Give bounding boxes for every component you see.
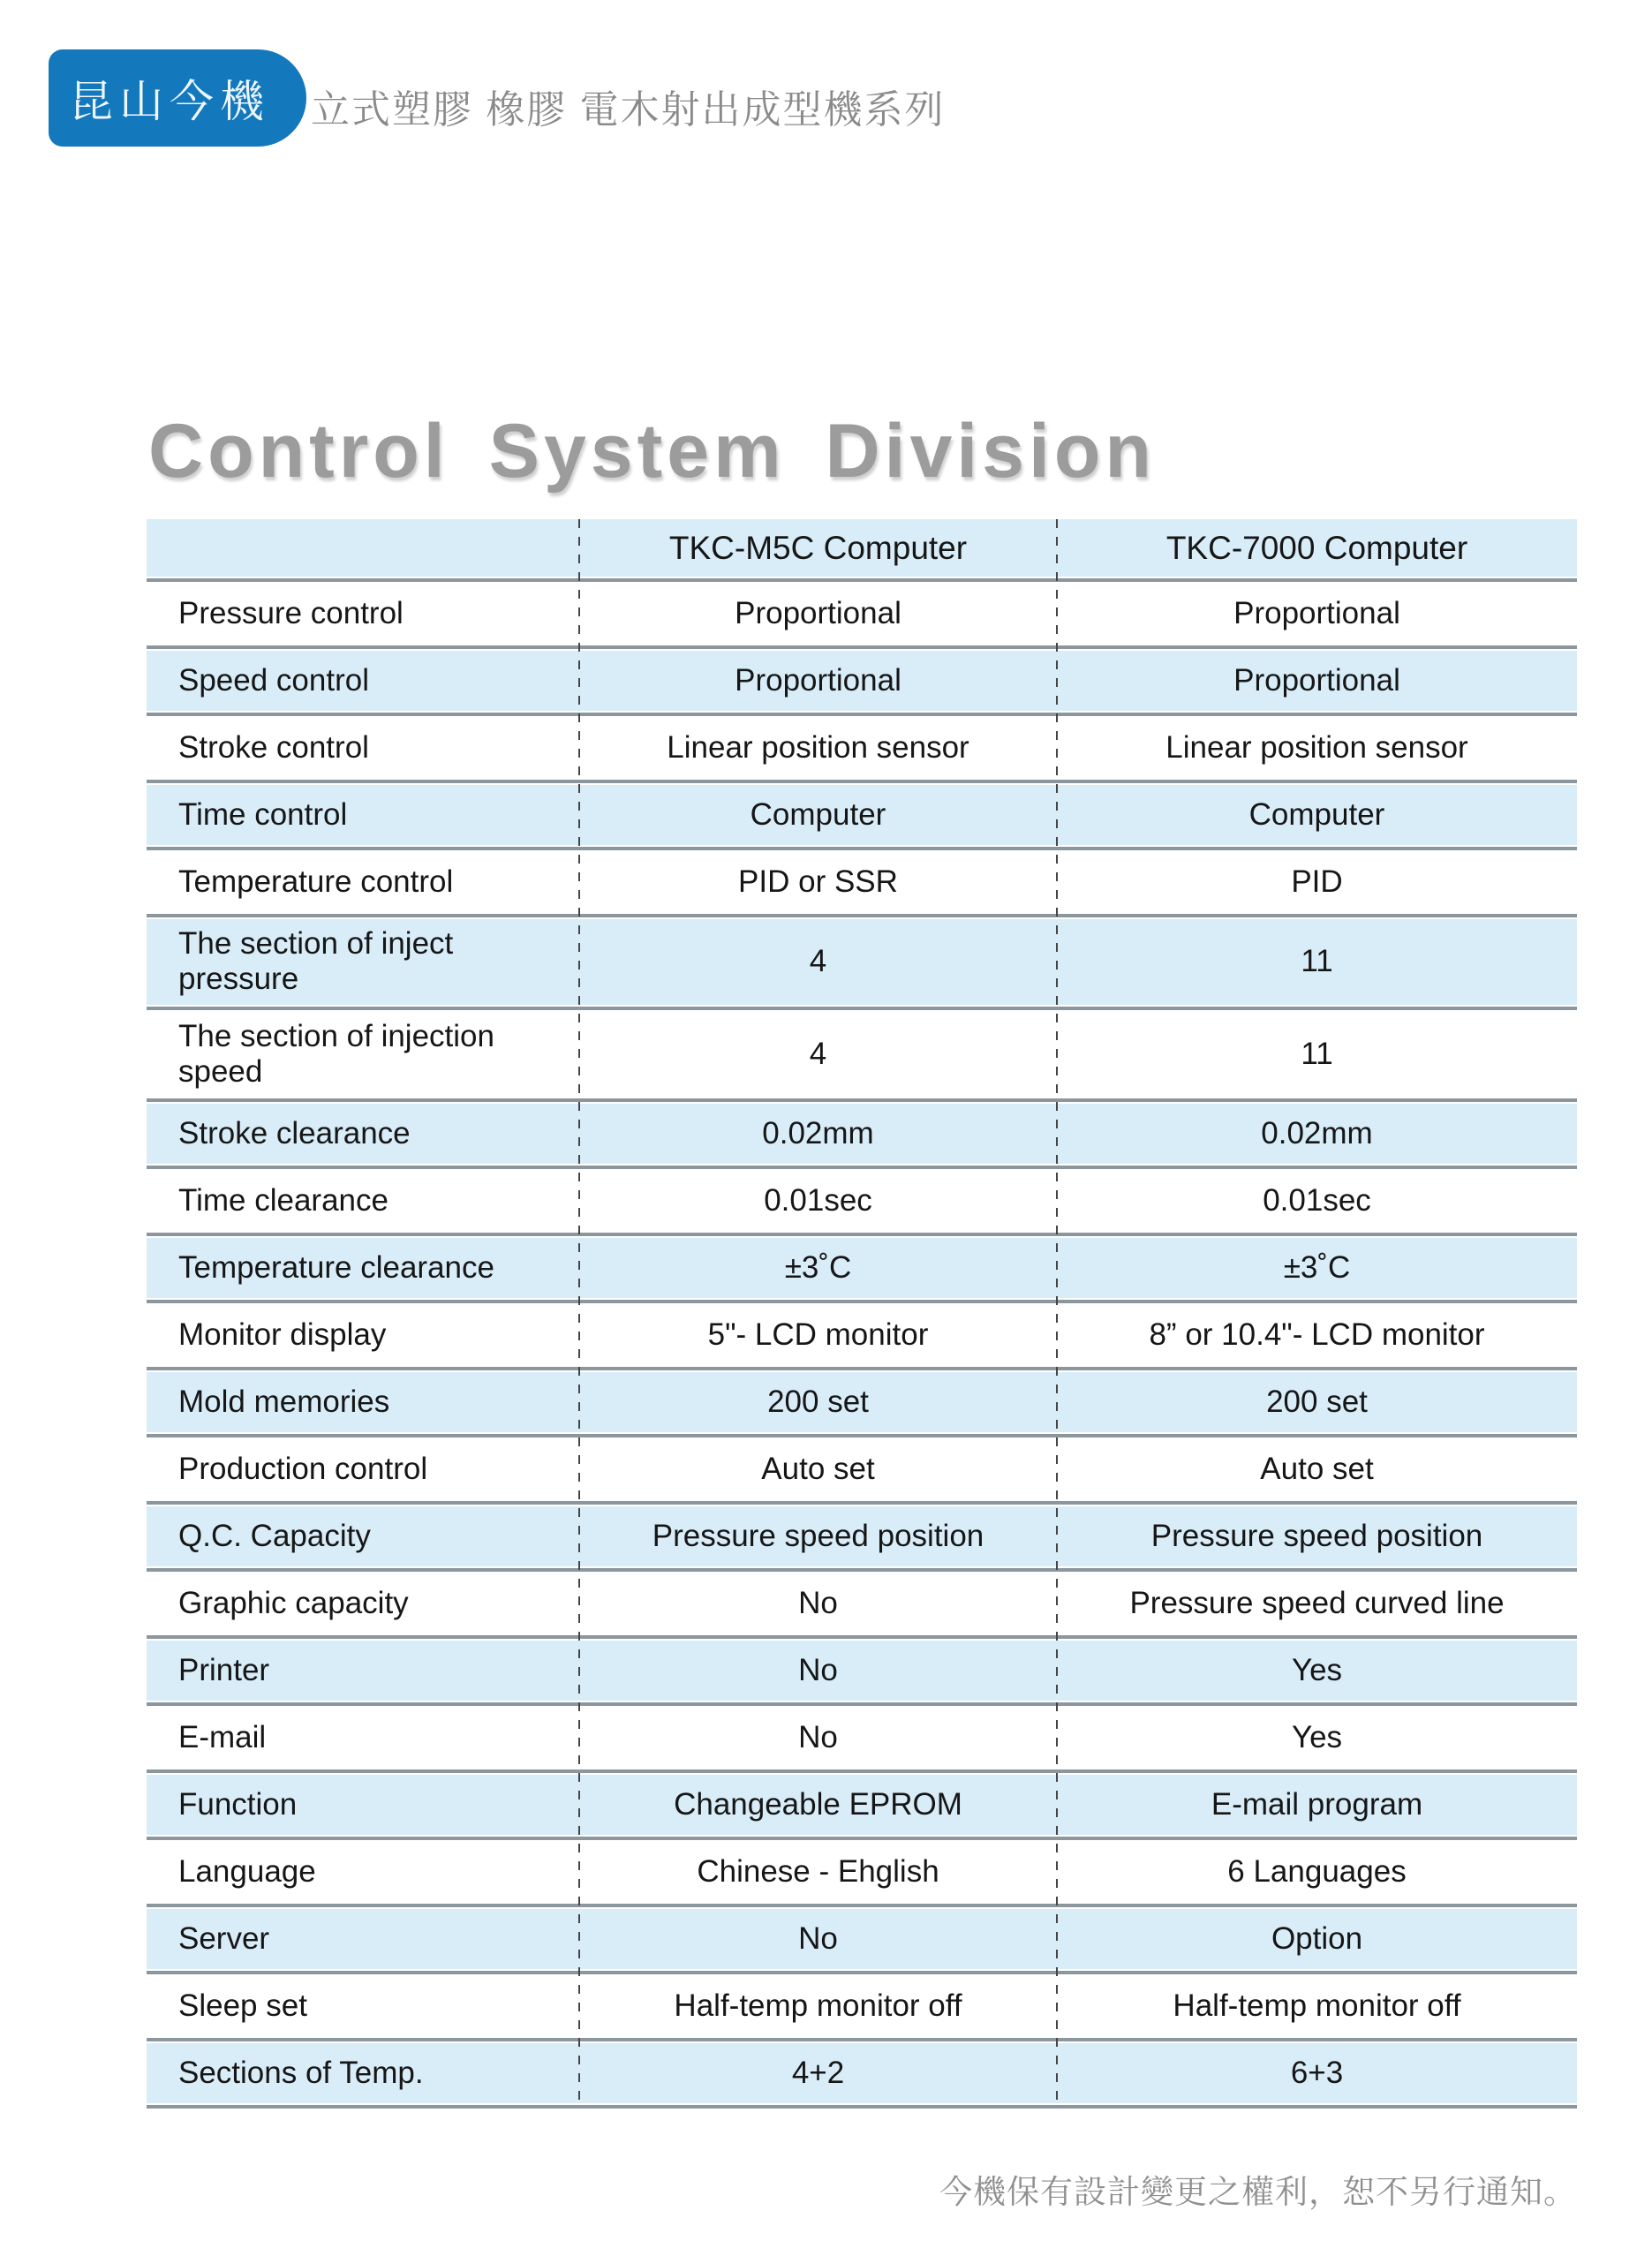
spec-label: Sleep set: [178, 1988, 307, 2023]
spec-value-tkc-m5c: Changeable EPROM: [674, 1786, 962, 1822]
spec-value-tkc-7000: Yes: [1291, 1719, 1343, 1754]
spec-label: Language: [178, 1853, 316, 1889]
spec-value-tkc-m5c: Half-temp monitor off: [674, 1988, 962, 2023]
table-row: [147, 1568, 1577, 1635]
spec-value-tkc-m5c: Pressure speed position: [652, 1518, 984, 1553]
table-row: [147, 1837, 1577, 1904]
spec-value-tkc-7000: E-mail program: [1211, 1786, 1423, 1822]
table-row: [147, 780, 1577, 847]
page-title: Control System Division: [148, 409, 1156, 494]
spec-value-tkc-7000: 6 Languages: [1227, 1853, 1407, 1889]
spec-value-tkc-m5c: PID or SSR: [738, 864, 898, 899]
table-row: [147, 645, 1577, 713]
table-row: [147, 1635, 1577, 1702]
brand-logo: [49, 49, 306, 147]
spec-value-tkc-m5c: Proportional: [735, 662, 901, 698]
spec-value-tkc-7000: Auto set: [1260, 1451, 1374, 1486]
spec-value-tkc-m5c: Linear position sensor: [667, 729, 969, 765]
spec-label: Monitor display: [178, 1317, 387, 1352]
spec-label: Time clearance: [178, 1182, 388, 1218]
spec-table-body: [147, 578, 1577, 2105]
spec-value-tkc-7000: 6+3: [1290, 2055, 1344, 2090]
spec-value-tkc-m5c: Proportional: [735, 595, 901, 630]
spec-value-tkc-7000: Computer: [1248, 796, 1385, 832]
table-row: [147, 1367, 1577, 1434]
spec-value-tkc-7000: Half-temp monitor off: [1173, 1988, 1461, 2023]
spec-table-header-row: [147, 519, 1577, 578]
spec-label: Function: [178, 1786, 298, 1822]
header-cell-blank: [147, 519, 579, 578]
spec-label: Time control: [178, 796, 348, 832]
spec-label: Mold memories: [178, 1384, 390, 1419]
spec-label: Production control: [178, 1451, 428, 1486]
spec-value-tkc-7000: Pressure speed curved line: [1129, 1585, 1505, 1620]
spec-value-tkc-m5c: No: [798, 1652, 838, 1687]
spec-value-tkc-m5c: No: [798, 1920, 838, 1956]
spec-value-tkc-7000: 0.01sec: [1263, 1182, 1371, 1218]
header-cell-tkc-m5c: TKC-M5C Computer: [668, 530, 968, 567]
brand-logo-text: 昆山今機: [69, 76, 270, 127]
spec-value-tkc-m5c: 4+2: [791, 2055, 845, 2090]
spec-label: Temperature clearance: [178, 1249, 494, 1285]
table-row: [147, 1233, 1577, 1300]
spec-value-tkc-m5c: 0.02mm: [762, 1115, 874, 1151]
spec-value-tkc-m5c: ±3˚C: [784, 1249, 852, 1285]
table-row: [147, 1904, 1577, 1971]
table-row: [147, 1007, 1577, 1099]
product-series-tagline: 立式塑膠 橡膠 電木射出成型機系列: [311, 88, 946, 132]
spec-value-tkc-m5c: 200 set: [767, 1384, 869, 1419]
table-row: [147, 578, 1577, 645]
spec-value-tkc-7000: Yes: [1291, 1652, 1343, 1687]
spec-value-tkc-m5c: 5"- LCD monitor: [707, 1317, 929, 1352]
table-row: [147, 1501, 1577, 1568]
spec-label: Sections of Temp.: [178, 2055, 424, 2090]
spec-label: Temperature control: [178, 864, 454, 899]
table-row: [147, 1166, 1577, 1233]
table-row: [147, 914, 1577, 1007]
spec-label: The section of injection speed: [178, 1018, 494, 1089]
disclaimer-note: 今機保有設計變更之權利，恕不另行通知。: [939, 2174, 1577, 2210]
spec-value-tkc-m5c: 4: [809, 1036, 827, 1071]
spec-value-tkc-7000: 200 set: [1266, 1384, 1368, 1419]
spec-label: Speed control: [178, 662, 369, 698]
table-row: [147, 847, 1577, 914]
spec-label: The section of inject pressure: [178, 926, 454, 997]
spec-label: Stroke control: [178, 729, 369, 765]
spec-value-tkc-7000: Proportional: [1233, 595, 1400, 630]
spec-value-tkc-m5c: 0.01sec: [764, 1182, 872, 1218]
spec-value-tkc-7000: Option: [1271, 1920, 1363, 1956]
header-cell-tkc-7000: TKC-7000 Computer: [1165, 530, 1468, 567]
table-row: [147, 713, 1577, 780]
table-row: [147, 1300, 1577, 1367]
spec-value-tkc-m5c: Computer: [750, 796, 886, 832]
table-row: [147, 1769, 1577, 1837]
spec-value-tkc-7000: 11: [1301, 1036, 1333, 1071]
table-row: [147, 1434, 1577, 1501]
spec-value-tkc-7000: 8” or 10.4"- LCD monitor: [1149, 1317, 1485, 1352]
spec-label: Q.C. Capacity: [178, 1518, 371, 1553]
spec-value-tkc-7000: PID: [1291, 864, 1343, 899]
spec-table: [147, 519, 1577, 2109]
spec-label: Stroke clearance: [178, 1115, 411, 1151]
spec-label: Graphic capacity: [178, 1585, 409, 1620]
spec-value-tkc-m5c: Auto set: [761, 1451, 875, 1486]
spec-label: E-mail: [178, 1719, 267, 1754]
spec-value-tkc-7000: Linear position sensor: [1165, 729, 1468, 765]
spec-label: Server: [178, 1920, 270, 1956]
spec-label: Pressure control: [178, 595, 404, 630]
table-row: [147, 1098, 1577, 1166]
spec-value-tkc-7000: Proportional: [1233, 662, 1400, 698]
spec-value-tkc-m5c: No: [798, 1719, 838, 1754]
spec-value-tkc-7000: 0.02mm: [1261, 1115, 1373, 1151]
spec-value-tkc-m5c: 4: [809, 944, 827, 979]
table-row: [147, 2038, 1577, 2105]
spec-value-tkc-m5c: Chinese - Ehglish: [697, 1853, 939, 1889]
spec-label: Printer: [178, 1652, 270, 1687]
table-row: [147, 1971, 1577, 2038]
spec-value-tkc-7000: ±3˚C: [1283, 1249, 1351, 1285]
spec-value-tkc-m5c: No: [798, 1585, 838, 1620]
spec-value-tkc-7000: Pressure speed position: [1150, 1518, 1483, 1553]
table-row: [147, 1702, 1577, 1769]
spec-value-tkc-7000: 11: [1301, 944, 1333, 979]
